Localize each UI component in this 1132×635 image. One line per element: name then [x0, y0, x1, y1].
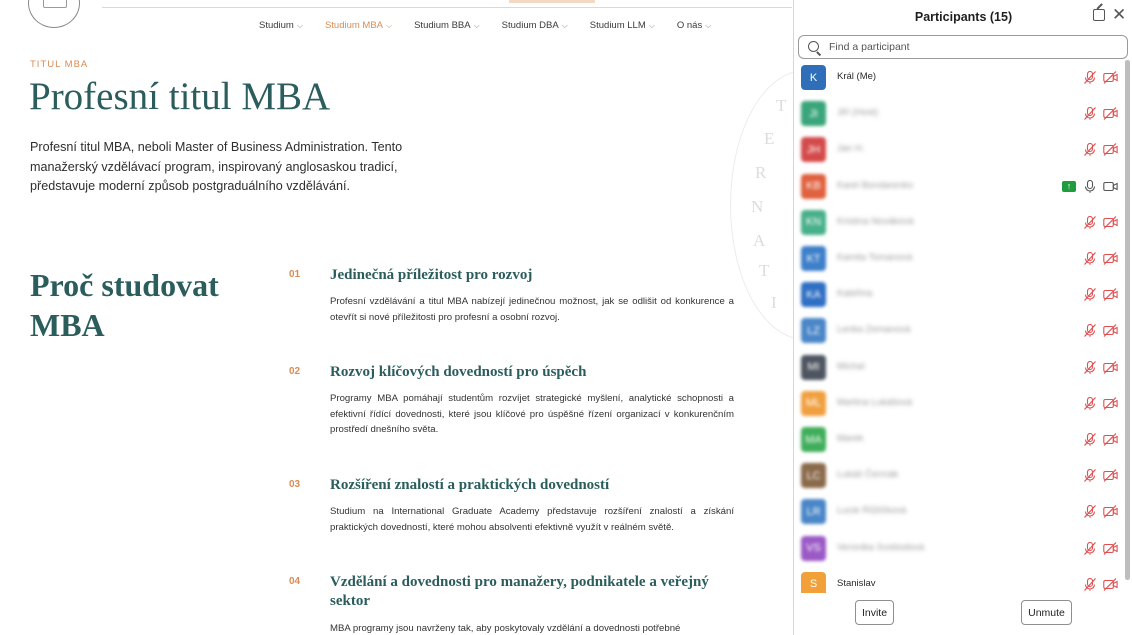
participant-name: Kristina Nováková — [837, 215, 914, 227]
nav-item-studium-mba[interactable]: Studium MBA ⌵ — [324, 20, 393, 31]
reason-number: 03 — [289, 479, 301, 490]
watermark-letter: R — [755, 163, 767, 182]
nav-item-studium-bba[interactable]: Studium BBA ⌵ — [414, 20, 480, 31]
reason-number: 02 — [289, 366, 301, 377]
watermark-letter: E — [764, 129, 775, 148]
participant-row[interactable] — [794, 386, 1124, 422]
camera-off-icon[interactable] — [1103, 216, 1118, 229]
participant-name: Martina Lukášová — [837, 396, 912, 408]
watermark-seal — [730, 70, 793, 340]
watermark-letter: T — [776, 96, 787, 115]
nav-item-o-nas[interactable]: O nás ⌵ — [676, 20, 712, 31]
close-icon[interactable]: ✕ — [1112, 5, 1127, 24]
microphone-muted-icon[interactable] — [1084, 107, 1096, 120]
avatar: LC — [801, 463, 826, 488]
screen-share-icon: ↑ — [1062, 181, 1076, 192]
reason-text: Programy MBA pomáhají studentům rozvíjet strategické myšlení, analytické schopnosti a efektivní řídící dovednosti, které jsou klíčové pro úspěšné řízení organizací v konkurenčním prostředí dnešního světa. — [330, 393, 734, 435]
microphone-muted-icon[interactable] — [1084, 288, 1096, 301]
participant-name: Lucie Růžičková — [837, 505, 907, 517]
avatar: S — [801, 572, 826, 593]
participant-name: Jan H. — [837, 143, 865, 155]
watermark-letter: T — [759, 261, 770, 280]
camera-off-icon[interactable] — [1103, 288, 1118, 301]
participants-title: Participants (15) — [914, 10, 1013, 24]
camera-off-icon[interactable] — [1103, 107, 1118, 120]
participant-row[interactable] — [794, 422, 1124, 458]
academy-logo[interactable] — [28, 0, 80, 28]
chevron-down-icon: ⌵ — [386, 21, 393, 30]
popout-icon[interactable] — [1093, 9, 1105, 21]
reason-text: MBA programy jsou navrženy tak, aby poskytovaly vzdělání a dovednosti potřebné — [330, 623, 681, 634]
camera-off-icon[interactable] — [1103, 578, 1118, 591]
participant-row[interactable] — [794, 132, 1124, 168]
watermark-letter: A — [753, 231, 766, 250]
nav-item-studium-dba[interactable]: Studium DBA ⌵ — [501, 20, 568, 31]
watermark-letter: N — [751, 197, 764, 216]
microphone-muted-icon[interactable] — [1084, 469, 1096, 482]
reason-title: Jedinečná příležitost pro rozvoj — [330, 267, 533, 283]
hero-eyebrow: TITUL MBA — [30, 59, 89, 70]
reason-title: Rozvoj klíčových dovedností pro úspěch — [330, 364, 587, 380]
search-input[interactable] — [829, 39, 1119, 55]
reason-title: Vzdělání a dovednosti pro manažery, podnikatele a veřejný sektor — [330, 574, 709, 609]
avatar: VS — [801, 536, 826, 561]
participant-row[interactable] — [794, 277, 1124, 313]
camera-off-icon[interactable] — [1103, 542, 1118, 555]
participant-name: Marek — [837, 433, 864, 444]
participant-name: Michal — [837, 360, 865, 372]
participant-name: Lenka Zemanová — [837, 324, 911, 336]
microphone-muted-icon[interactable] — [1084, 252, 1096, 265]
participant-name: Kateřina — [837, 288, 873, 300]
chevron-down-icon: ⌵ — [648, 21, 655, 30]
reason-text: Profesní vzdělávání a titul MBA nabízejí jedinečnou možnost, jak se odlišit od konkurence a otevřít si nové příležitosti pro profesní a osobní rozvoj. — [330, 296, 734, 323]
chevron-down-icon: ⌵ — [296, 21, 303, 30]
participant-name: Lukáš Čermák — [837, 469, 899, 481]
avatar: LZ — [801, 318, 826, 343]
chevron-down-icon: ⌵ — [473, 21, 480, 30]
hero-description: Profesní titul MBA, neboli Master of Business Administration. Tento manažerský vzdělávací program, inspirovaný anglosaskou tradicí, představuje moderní způsob postgraduálního vzdělávání. — [30, 140, 403, 193]
participant-name: Jiří (Host) — [837, 107, 879, 119]
participant-row[interactable] — [794, 96, 1124, 132]
reason-text: Studium na International Graduate Academy představuje rozšíření znalostí a získání praktických dovedností, které mohou absolventi efektivně využít v reálném světě. — [330, 506, 734, 533]
participant-row[interactable] — [794, 531, 1124, 567]
participant-name: Stanislav — [837, 577, 876, 589]
nav-item-studium[interactable]: Studium ⌵ — [259, 20, 303, 31]
avatar: JH — [801, 137, 826, 162]
avatar: KN — [801, 210, 826, 235]
reason-number: 04 — [289, 576, 301, 587]
scroll-thumb[interactable] — [1125, 60, 1130, 580]
participant-row[interactable] — [794, 169, 1124, 205]
reason-number: 01 — [289, 269, 301, 280]
participants-panel — [793, 0, 1132, 635]
active-nav-indicator — [509, 0, 595, 3]
camera-off-icon[interactable] — [1103, 71, 1118, 84]
participant-row[interactable] — [794, 60, 1124, 96]
microphone-muted-icon[interactable] — [1084, 143, 1096, 156]
camera-off-icon[interactable] — [1103, 324, 1118, 337]
main-nav — [259, 20, 733, 31]
camera-off-icon[interactable] — [1103, 143, 1118, 156]
camera-off-icon[interactable] — [1103, 252, 1118, 265]
microphone-icon[interactable] — [1084, 180, 1096, 193]
camera-off-icon[interactable] — [1103, 433, 1118, 446]
microphone-muted-icon[interactable] — [1084, 542, 1096, 555]
participant-row[interactable] — [794, 567, 1124, 593]
microphone-muted-icon[interactable] — [1084, 397, 1096, 410]
watermark-letter: I — [771, 293, 777, 312]
microphone-muted-icon[interactable] — [1084, 71, 1096, 84]
invite-button[interactable]: Invite — [855, 600, 894, 625]
avatar: ML — [801, 391, 826, 416]
microphone-muted-icon[interactable] — [1084, 505, 1096, 518]
camera-icon[interactable] — [1103, 180, 1118, 193]
chevron-down-icon: ⌵ — [705, 21, 712, 30]
camera-off-icon[interactable] — [1103, 361, 1118, 374]
participant-name: Kamila Tomanová — [837, 252, 913, 263]
participant-search — [798, 35, 1128, 59]
avatar: KB — [801, 174, 826, 199]
avatar: JI — [801, 101, 826, 126]
participant-row[interactable] — [794, 205, 1124, 241]
avatar: LR — [801, 499, 826, 524]
camera-off-icon[interactable] — [1103, 505, 1118, 518]
participant-name: Veronika Svobodová — [837, 541, 925, 553]
why-study-title: Proč studovat MBA — [30, 267, 219, 343]
participant-name: Karel Bondarenko — [837, 179, 914, 191]
unmute-button[interactable]: Unmute — [1021, 600, 1072, 625]
avatar: MI — [801, 355, 826, 380]
microphone-muted-icon[interactable] — [1084, 361, 1096, 374]
scrollbar[interactable] — [1125, 60, 1130, 580]
camera-off-icon[interactable] — [1103, 469, 1118, 482]
microphone-muted-icon[interactable] — [1084, 216, 1096, 229]
participant-row[interactable] — [794, 313, 1124, 349]
participant-name: Král (Me) — [837, 71, 877, 82]
search-icon — [808, 41, 819, 52]
participant-row[interactable] — [794, 494, 1124, 530]
microphone-muted-icon[interactable] — [1084, 324, 1096, 337]
reason-title: Rozšíření znalostí a praktických dovedností — [330, 477, 610, 493]
avatar: KA — [801, 282, 826, 307]
participant-row[interactable] — [794, 241, 1124, 277]
header-divider — [102, 7, 792, 8]
avatar: MA — [801, 427, 826, 452]
participant-row[interactable] — [794, 350, 1124, 386]
participant-row[interactable] — [794, 458, 1124, 494]
chevron-down-icon: ⌵ — [561, 21, 568, 30]
participants-list — [794, 60, 1132, 593]
avatar: K — [801, 65, 826, 90]
microphone-muted-icon[interactable] — [1084, 433, 1096, 446]
microphone-muted-icon[interactable] — [1084, 578, 1096, 591]
avatar: KT — [801, 246, 826, 271]
camera-off-icon[interactable] — [1103, 397, 1118, 410]
page-title: Profesní titul MBA — [29, 75, 331, 118]
nav-item-studium-llm[interactable]: Studium LLM ⌵ — [589, 20, 655, 31]
